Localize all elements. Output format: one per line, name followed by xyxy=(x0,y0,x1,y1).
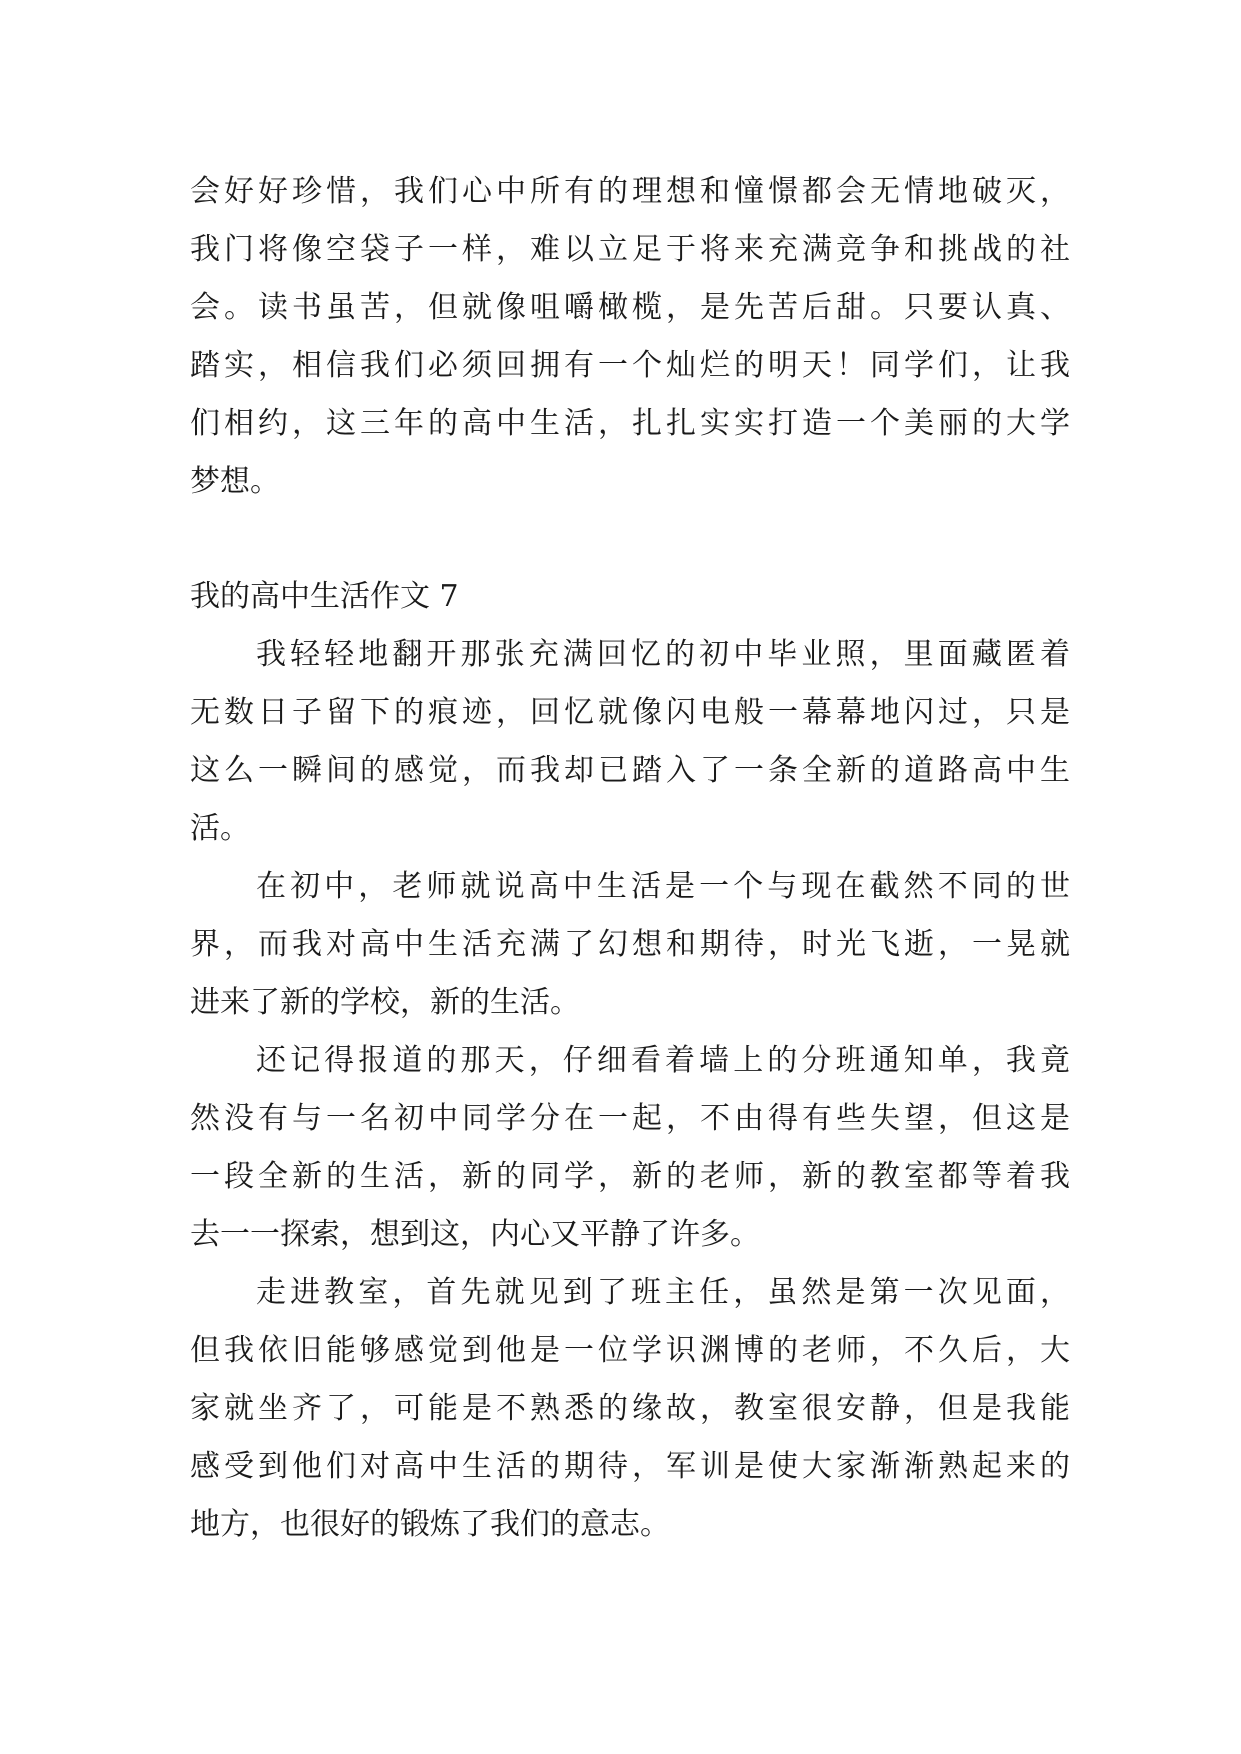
text-line: 一段全新的生活，新的同学，新的老师，新的教室都等着我 xyxy=(190,1159,1070,1194)
text-line: 会。读书虽苦，但就像咀嚼橄榄，是先苦后甜。只要认真、 xyxy=(190,290,1070,325)
text-line: 家就坐齐了，可能是不熟悉的缘故，教室很安静，但是我能 xyxy=(190,1391,1070,1426)
text-line: 地方，也很好的锻炼了我们的意志。 xyxy=(190,1507,670,1542)
text-line: 走进教室，首先就见到了班主任，虽然是第一次见面， xyxy=(256,1275,1070,1310)
text-line: 梦想。 xyxy=(190,464,280,499)
text-line: 界，而我对高中生活充满了幻想和期待，时光飞逝，一晃就 xyxy=(190,927,1070,962)
text-line: 我轻轻地翻开那张充满回忆的初中毕业照，里面藏匿着 xyxy=(256,637,1070,672)
text-line: 但我依旧能够感觉到他是一位学识渊博的老师，不久后，大 xyxy=(190,1333,1070,1368)
text-line: 踏实，相信我们必须回拥有一个灿烂的明天！同学们，让我 xyxy=(190,348,1070,383)
text-line: 去一一探索，想到这，内心又平静了许多。 xyxy=(190,1217,760,1252)
text-line: 活。 xyxy=(190,811,250,846)
text-line: 会好好珍惜，我们心中所有的理想和憧憬都会无情地破灭， xyxy=(190,174,1070,209)
essay-heading: 我的高中生活作文 7 xyxy=(190,579,459,614)
text-line: 感受到他们对高中生活的期待，军训是使大家渐渐熟起来的 xyxy=(190,1449,1070,1484)
text-line: 在初中，老师就说高中生活是一个与现在截然不同的世 xyxy=(256,869,1070,904)
text-line: 无数日子留下的痕迹，回忆就像闪电般一幕幕地闪过，只是 xyxy=(190,695,1070,730)
text-line: 进来了新的学校，新的生活。 xyxy=(190,985,580,1020)
text-line: 我门将像空袋子一样，难以立足于将来充满竞争和挑战的社 xyxy=(190,232,1070,267)
text-line: 还记得报道的那天，仔细看着墙上的分班通知单，我竟 xyxy=(256,1043,1070,1078)
text-line: 们相约，这三年的高中生活，扎扎实实打造一个美丽的大学 xyxy=(190,406,1070,441)
text-line: 然没有与一名初中同学分在一起，不由得有些失望，但这是 xyxy=(190,1101,1070,1136)
text-line: 这么一瞬间的感觉，而我却已踏入了一条全新的道路高中生 xyxy=(190,753,1070,788)
